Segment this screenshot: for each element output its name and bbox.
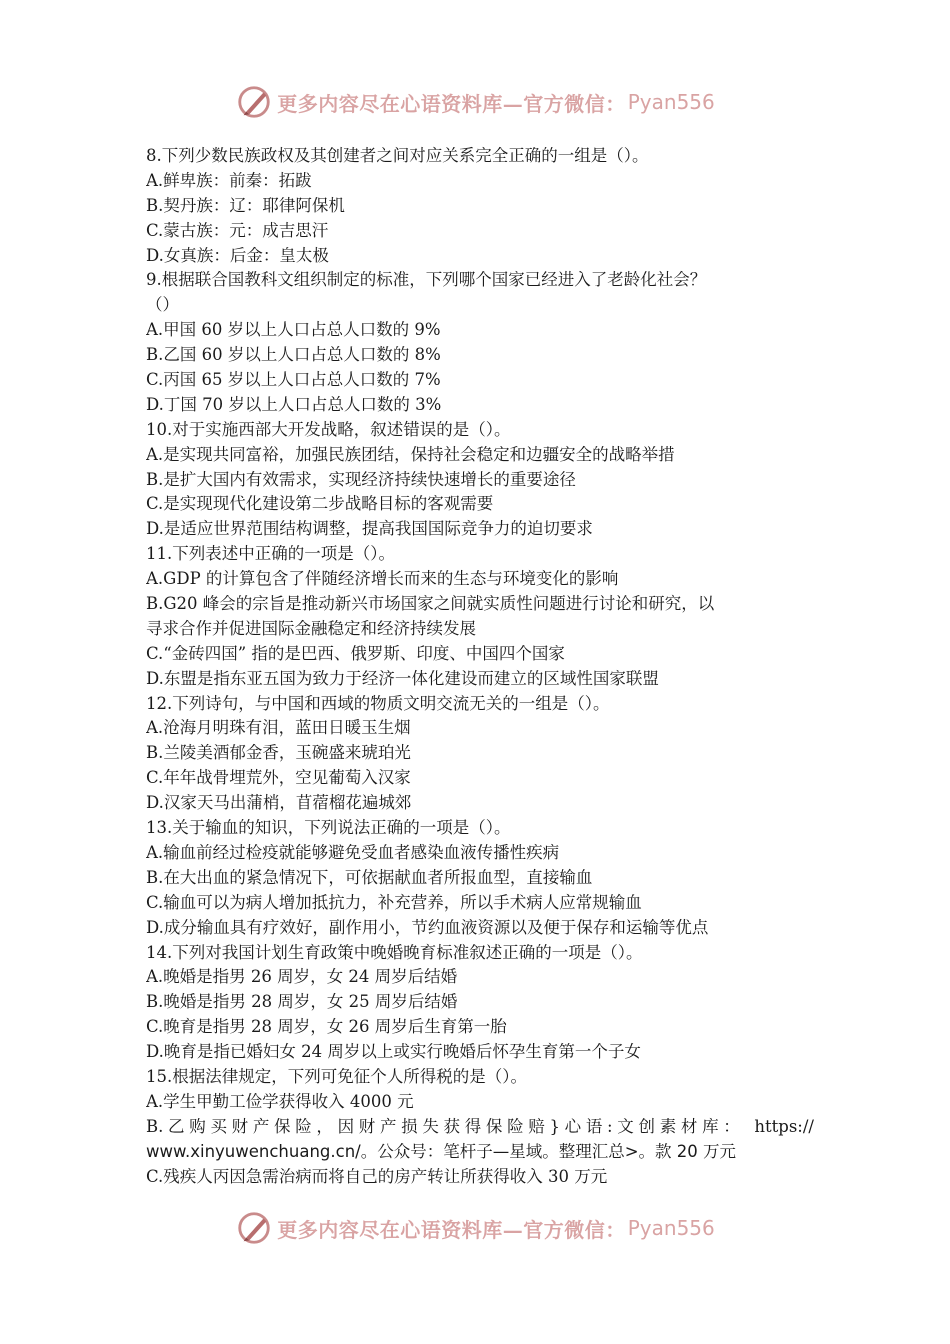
banner-text: 更多内容尽在心语资料库—官方微信： [277, 91, 626, 116]
text-line: D.晚育是指已婚妇女 24 周岁以上或实行晚婚后怀孕生育第一个子女 [146, 1042, 641, 1062]
text-line: D.是适应世界范围结构调整，提高我国国际竞争力的迫切要求 [146, 519, 593, 539]
text-line: www.xinyuwenchuang.cn/。公众号：笔杆子—星域。整理汇总>。款 20 万元 [146, 1141, 737, 1161]
text-line: B.契丹族：辽：耶律阿保机 [146, 195, 345, 215]
text-line: C.丙国 65 岁以上人口占总人口数的 7% [146, 370, 441, 390]
question-text-body [146, 144, 814, 1189]
text-line: C.蒙古族：元：成吉思汗 [146, 220, 329, 240]
header-watermark-banner [0, 82, 950, 122]
text-line: D.成分输血具有疗效好，副作用小，节约血液资源以及便于保存和运输等优点 [146, 917, 709, 937]
text-line: B.乙国 60 岁以上人口占总人口数的 8% [146, 345, 441, 365]
text-line: 12.下列诗句，与中国和西域的物质文明交流无关的一组是（）。 [146, 693, 610, 713]
text-line: 14.下列对我国计划生育政策中晚婚晚育标准叙述正确的一项是（）。 [146, 942, 643, 962]
text-line: B.兰陵美酒郁金香，玉碗盛来琥珀光 [146, 743, 411, 763]
text-line: B.G20 峰会的宗旨是推动新兴市场国家之间就实质性问题进行讨论和研究，以 [146, 594, 715, 614]
text-line: C.“金砖四国” 指的是巴西、俄罗斯、印度、中国四个国家 [146, 643, 565, 663]
text-line: D.汉家天马出蒲梢，苜蓿榴花遍城郊 [146, 793, 412, 813]
text-line: D.女真族：后金：皇太极 [146, 245, 329, 265]
text-line: B.在大出血的紧急情况下，可依据献血者所报血型，直接输血 [146, 867, 593, 887]
text-line: B.是扩大国内有效需求，实现经济持续快速增长的重要途径 [146, 469, 576, 489]
banner-text: 更多内容尽在心语资料库—官方微信： [277, 1217, 626, 1242]
pen-logo-icon [235, 83, 273, 121]
pen-logo-icon [235, 1209, 273, 1247]
text-line: 11.下列表述中正确的一项是（）。 [146, 544, 395, 564]
text-line: 寻求合作并促进国际金融稳定和经济持续发展 [146, 618, 476, 638]
text-line: C.年年战骨埋荒外，空见葡萄入汉家 [146, 768, 411, 788]
text-line: A.GDP 的计算包含了伴随经济增长而来的生态与环境变化的影响 [146, 569, 619, 589]
text-line: A.学生甲勤工俭学获得收入 4000 元 [146, 1091, 414, 1111]
text-line: 15.根据法律规定，下列可免征个人所得税的是（）。 [146, 1066, 527, 1086]
footer-watermark-banner [0, 1208, 950, 1248]
text-line: B.晚婚是指男 28 周岁，女 25 周岁后结婚 [146, 992, 458, 1012]
text-line: D.东盟是指东亚五国为致力于经济一体化建设而建立的区域性国家联盟 [146, 668, 659, 688]
text-line: 13.关于输血的知识，下列说法正确的一项是（）。 [146, 818, 511, 838]
text-line: D.丁国 70 岁以上人口占总人口数的 3% [146, 394, 442, 414]
text-line: （） [146, 295, 179, 315]
text-line: A.鲜卑族：前秦：拓跋 [146, 170, 312, 190]
text-line: C.输血可以为病人增加抵抗力，补充营养，所以手术病人应常规输血 [146, 892, 642, 912]
text-line: C.是实现现代化建设第二步战略目标的客观需要 [146, 494, 494, 514]
text-line: A.沧海月明珠有泪，蓝田日暖玉生烟 [146, 718, 411, 738]
banner-wechat-id: Pyan556 [627, 90, 715, 114]
text-line: A.输血前经过检疫就能够避免受血者感染血液传播性疾病 [146, 842, 560, 862]
text-line: C.残疾人丙因急需治病而将自己的房产转让所获得收入 30 万元 [146, 1166, 608, 1186]
text-line: 8.下列少数民族政权及其创建者之间对应关系完全正确的一组是（）。 [146, 146, 649, 165]
text-line: A.是实现共同富裕，加强民族团结，保持社会稳定和边疆安全的战略举措 [146, 444, 675, 464]
text-line: 10.对于实施西部大开发战略，叙述错误的是（）。 [146, 419, 511, 439]
text-line: A.晚婚是指男 26 周岁，女 24 周岁后结婚 [146, 967, 458, 987]
text-line: C.晚育是指男 28 周岁，女 26 周岁后生育第一胎 [146, 1017, 507, 1037]
text-line: A.甲国 60 岁以上人口占总人口数的 9% [146, 320, 441, 340]
text-line: 9.根据联合国教科文组织制定的标准，下列哪个国家已经进入了老龄化社会？ [146, 270, 707, 290]
banner-wechat-id: Pyan556 [627, 1216, 715, 1240]
text-line: B.乙购买财产保险，因财产损失获得保险赔}心语:文创素材库： https:// [146, 1116, 814, 1136]
